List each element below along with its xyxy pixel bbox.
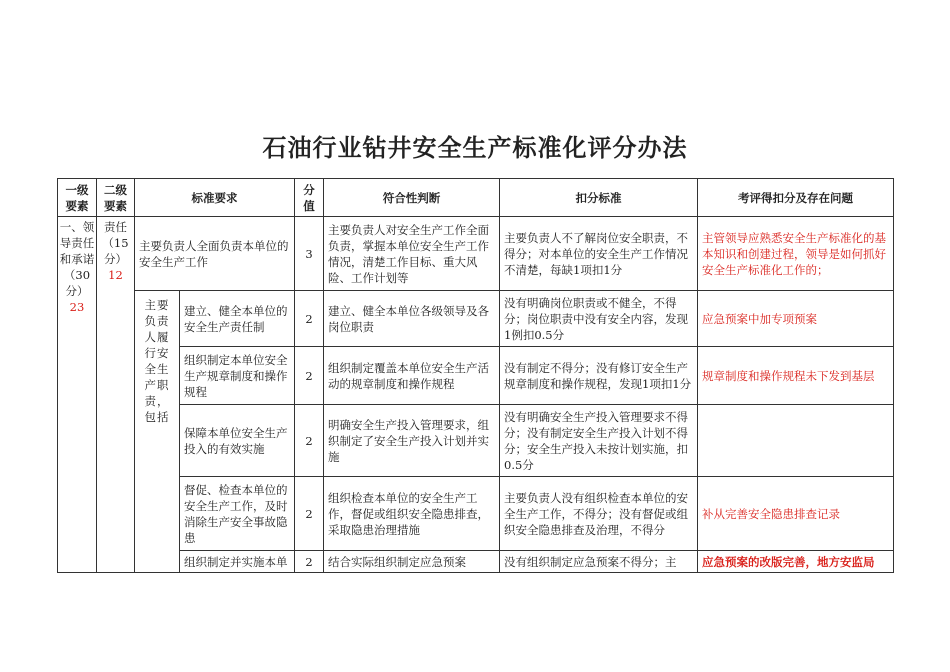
deduction-cell: 没有组织制定应急预案不得分；主 bbox=[500, 551, 698, 573]
conformity-cell: 明确安全生产投入管理要求，组织制定了安全生产投入计划并实施 bbox=[324, 405, 500, 477]
points-cell: 3 bbox=[295, 217, 324, 291]
points-cell: 2 bbox=[295, 405, 324, 477]
issue-cell: 应急预案中加专项预案 bbox=[698, 291, 894, 347]
deduction-cell: 没有制定不得分；没有修订安全生产规章制度和操作规程，发现1项扣1分 bbox=[500, 347, 698, 405]
header-row bbox=[58, 179, 894, 217]
score-table bbox=[57, 178, 894, 573]
header-issues: 考评得扣分及存在问题 bbox=[698, 179, 894, 217]
standard-cell: 保障本单位安全生产投入的有效实施 bbox=[180, 405, 295, 477]
conformity-cell: 组织检查本单位的安全生产工作，督促或组织安全隐患排查，采取隐患治理措施 bbox=[324, 477, 500, 551]
conformity-cell: 结合实际组织制定应急预案 bbox=[324, 551, 500, 573]
standard-cell: 建立、健全本单位的安全生产责任制 bbox=[180, 291, 295, 347]
standard-cell: 组织制定并实施本单 bbox=[180, 551, 295, 573]
header-points: 分值 bbox=[295, 179, 324, 217]
standard-cell: 主要负责人全面负责本单位的安全生产工作 bbox=[135, 217, 295, 291]
header-deduction: 扣分标准 bbox=[500, 179, 698, 217]
points-cell: 2 bbox=[295, 347, 324, 405]
level1-label: 一、领导责任和承诺（30分） bbox=[59, 220, 95, 298]
header-level1: 一级要素 bbox=[58, 179, 97, 217]
level2-element bbox=[97, 217, 135, 573]
table-row bbox=[58, 477, 894, 551]
points-cell: 2 bbox=[295, 477, 324, 551]
table-row bbox=[58, 291, 894, 347]
level1-element bbox=[58, 217, 97, 573]
issue-cell: 规章制度和操作规程未下发到基层 bbox=[698, 347, 894, 405]
level2-score: 12 bbox=[108, 268, 123, 282]
conformity-cell: 主要负责人对安全生产工作全面负责，掌握本单位安全生产工作情况，清楚工作目标、重大风险、工作计划等 bbox=[324, 217, 500, 291]
issue-cell: 主管领导应熟悉安全生产标准化的基本知识和创建过程，领导是如何抓好安全生产标准化工作的； bbox=[698, 217, 894, 291]
issue-cell bbox=[698, 405, 894, 477]
deduction-cell: 主要负责人没有组织检查本单位的安全生产工作，不得分；没有督促或组织安全隐患排查及治理，不得分 bbox=[500, 477, 698, 551]
deduction-cell: 没有明确岗位职责或不健全，不得分；岗位职责中没有安全内容，发现1例扣0.5分 bbox=[500, 291, 698, 347]
level2-label: 责任（15分） bbox=[102, 220, 129, 266]
table-row bbox=[58, 217, 894, 291]
sub-group-cell: 主要负责人履行安全生产职责，包括 bbox=[135, 291, 180, 573]
level1-score: 23 bbox=[69, 300, 85, 314]
header-standard: 标准要求 bbox=[135, 179, 295, 217]
issue-cell: 应急预案的改版完善，地方安监局 bbox=[698, 551, 894, 573]
table-row bbox=[58, 551, 894, 573]
header-level2: 二级要素 bbox=[97, 179, 135, 217]
standard-cell: 组织制定本单位安全生产规章制度和操作规程 bbox=[180, 347, 295, 405]
header-conformity: 符合性判断 bbox=[324, 179, 500, 217]
table-row bbox=[58, 347, 894, 405]
deduction-cell: 没有明确安全生产投入管理要求不得分；没有制定安全生产投入计划不得分；安全生产投入未按计划实施，扣0.5分 bbox=[500, 405, 698, 477]
table-row bbox=[58, 405, 894, 477]
standard-cell: 督促、检查本单位的安全生产工作，及时消除生产安全事故隐患 bbox=[180, 477, 295, 551]
page-title: 石油行业钻井安全生产标准化评分办法 bbox=[262, 134, 688, 162]
deduction-cell: 主要负责人不了解岗位安全职责，不得分；对本单位的安全生产工作情况不清楚，每缺1项扣1分 bbox=[500, 217, 698, 291]
issue-cell: 补从完善安全隐患排查记录 bbox=[698, 477, 894, 551]
conformity-cell: 建立、健全本单位各级领导及各岗位职责 bbox=[324, 291, 500, 347]
conformity-cell: 组织制定覆盖本单位安全生产活动的规章制度和操作规程 bbox=[324, 347, 500, 405]
points-cell: 2 bbox=[295, 551, 324, 573]
points-cell: 2 bbox=[295, 291, 324, 347]
